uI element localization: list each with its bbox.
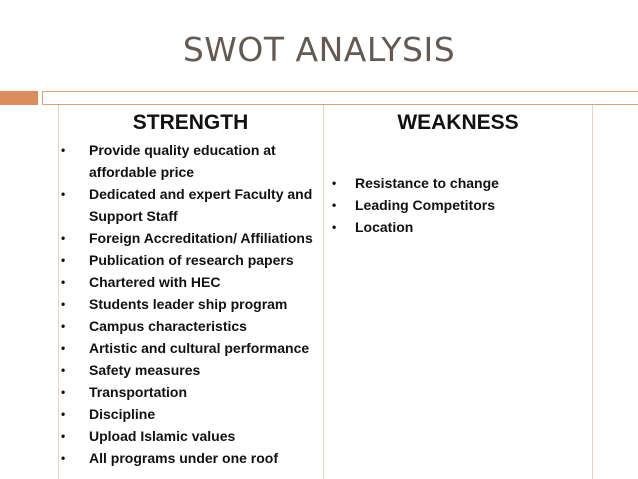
strength-item: Provide quality education at affordable price bbox=[89, 142, 276, 180]
list-item bbox=[58, 315, 323, 337]
bullet-icon: • bbox=[61, 275, 66, 289]
strength-item: Artistic and cultural performance bbox=[89, 340, 310, 356]
list-item bbox=[58, 139, 323, 183]
bullet-icon: • bbox=[61, 451, 66, 465]
strength-list bbox=[58, 139, 323, 469]
list-item bbox=[58, 249, 323, 271]
list-item bbox=[58, 425, 323, 447]
list-item bbox=[324, 194, 592, 216]
strength-item: Campus characteristics bbox=[89, 318, 247, 334]
header-rule bbox=[42, 91, 638, 105]
list-item bbox=[58, 403, 323, 425]
strength-item: All programs under one roof bbox=[89, 450, 279, 466]
weakness-column bbox=[324, 111, 592, 238]
strength-item: Safety measures bbox=[89, 362, 201, 378]
column-divider-right bbox=[592, 105, 593, 479]
weakness-item: Leading Competitors bbox=[355, 197, 496, 213]
bullet-icon: • bbox=[61, 385, 66, 399]
bullet-icon: • bbox=[61, 231, 66, 245]
list-item bbox=[58, 293, 323, 315]
strength-item: Discipline bbox=[89, 406, 156, 422]
bullet-icon: • bbox=[61, 297, 66, 311]
bullet-icon: • bbox=[332, 198, 337, 212]
strength-item: Dedicated and expert Faculty and Support Staff bbox=[89, 186, 313, 224]
bullet-icon: • bbox=[61, 363, 66, 377]
strength-item: Chartered with HEC bbox=[89, 274, 221, 290]
list-item bbox=[58, 227, 323, 249]
strength-item: Students leader ship program bbox=[89, 296, 288, 312]
bullet-icon: • bbox=[61, 253, 66, 267]
strength-heading: STRENGTH bbox=[132, 111, 249, 134]
list-item bbox=[58, 337, 323, 359]
weakness-heading: WEAKNESS bbox=[397, 111, 519, 134]
bullet-icon: • bbox=[332, 176, 337, 190]
list-item bbox=[58, 359, 323, 381]
list-item bbox=[58, 271, 323, 293]
bullet-icon: • bbox=[61, 143, 66, 157]
strength-column bbox=[58, 111, 323, 469]
bullet-icon: • bbox=[332, 220, 337, 234]
weakness-item: Location bbox=[355, 219, 414, 235]
weakness-list bbox=[324, 172, 592, 238]
list-item bbox=[58, 183, 323, 227]
list-item bbox=[58, 381, 323, 403]
list-item bbox=[324, 216, 592, 238]
slide-title: SWOT ANALYSIS bbox=[182, 30, 456, 69]
list-item bbox=[58, 447, 323, 469]
strength-item: Foreign Accreditation/ Affiliations bbox=[89, 230, 313, 246]
bullet-icon: • bbox=[61, 407, 66, 421]
bullet-icon: • bbox=[61, 187, 66, 201]
accent-bar bbox=[0, 91, 38, 105]
weakness-item: Resistance to change bbox=[355, 175, 499, 191]
bullet-icon: • bbox=[61, 429, 66, 443]
strength-item: Transportation bbox=[89, 384, 188, 400]
bullet-icon: • bbox=[61, 319, 66, 333]
strength-item: Publication of research papers bbox=[89, 252, 294, 268]
strength-item: Upload Islamic values bbox=[89, 428, 236, 444]
list-item bbox=[324, 172, 592, 194]
bullet-icon: • bbox=[61, 341, 66, 355]
